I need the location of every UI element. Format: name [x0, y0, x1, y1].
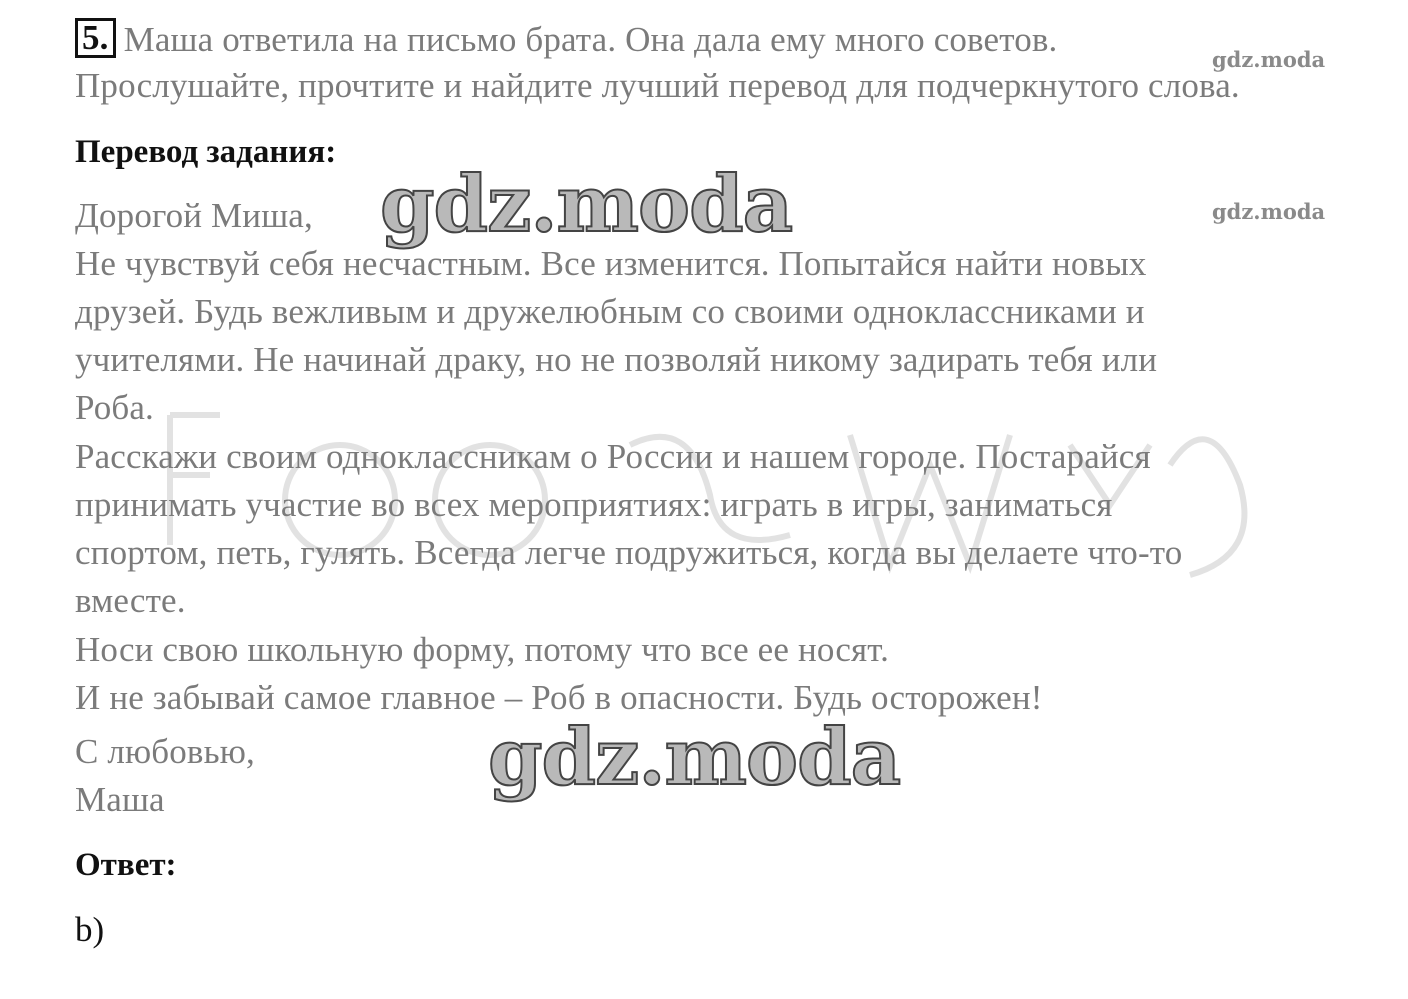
letter-line: И не забывай самое главное – Роб в опасности. Будь осторожен! — [75, 678, 1043, 717]
letter-closing: С любовью, — [75, 732, 255, 771]
letter-line: вместе. — [75, 581, 186, 620]
task-line-2: Прослушайте, прочтите и найдите лучший перевод для подчеркнутого слова. — [75, 66, 1240, 105]
letter-line: Носи свою школьную форму, потому что все ее носят. — [75, 630, 890, 669]
letter-line: учителями. Не начинай драку, но не позволяй никому задирать тебя или — [75, 340, 1158, 379]
letter-line: спортом, петь, гулять. Всегда легче подружиться, когда вы делаете что-то — [75, 533, 1183, 572]
task-line-1 — [75, 18, 1057, 60]
watermark-large: gdz.moda — [380, 159, 793, 250]
watermark-small: gdz.moda — [1212, 199, 1326, 224]
watermark-large: gdz.moda — [488, 712, 901, 803]
answer-heading: Ответ: — [75, 847, 177, 883]
letter-line: друзей. Будь вежливым и дружелюбным со своими одноклассниками и — [75, 292, 1145, 331]
letter-line: принимать участие во всех мероприятиях: играть в игры, заниматься — [75, 485, 1113, 524]
letter-line: Не чувствуй себя несчастным. Все изменится. Попытайся найти новых — [75, 244, 1147, 283]
answer-value: b) — [75, 910, 105, 949]
letter-signature: Маша — [75, 780, 165, 819]
task-number: 5. — [75, 18, 116, 58]
task-instruction-text: Маша ответила на письмо брата. Она дала ему много советов. — [123, 20, 1058, 59]
letter-line: Расскажи своим одноклассникам о России и нашем городе. Постарайся — [75, 437, 1151, 476]
watermark-small: gdz.moda — [1212, 47, 1326, 72]
translation-heading: Перевод задания: — [75, 134, 337, 170]
letter-line: Дорогой Миша, — [75, 196, 313, 235]
letter-line: Роба. — [75, 388, 154, 427]
